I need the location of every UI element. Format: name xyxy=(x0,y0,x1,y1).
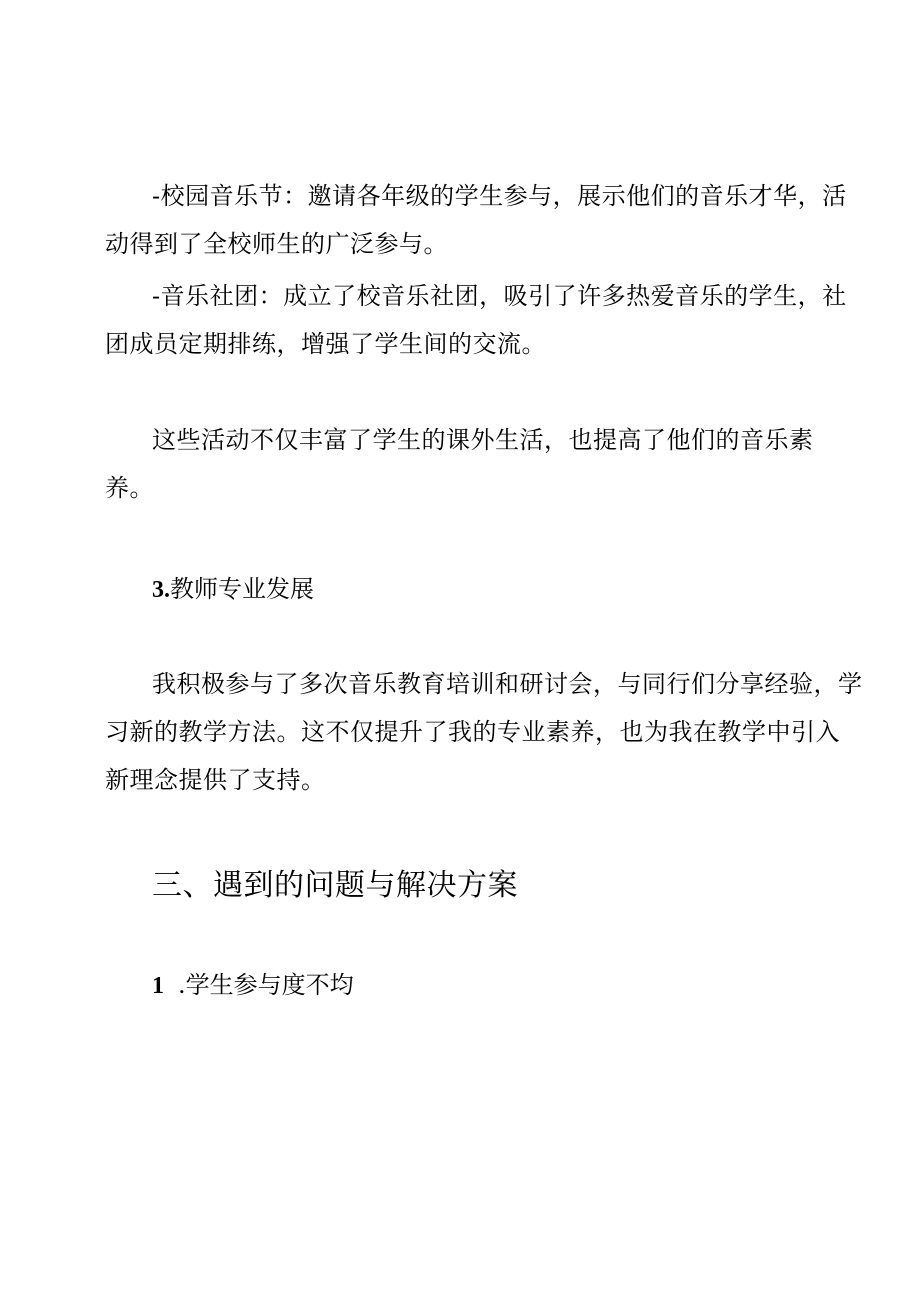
teacher-dev-title: 教师专业发展 xyxy=(170,575,314,603)
teacher-dev-line-2: 习新的教学方法。这不仅提升了我的专业素养，也为我在教学中引入 xyxy=(105,718,840,746)
festival-line-1: -校园音乐节：邀请各年级的学生参与，展示他们的音乐才华，活 xyxy=(152,182,847,210)
teacher-dev-line-3: 新理念提供了支持。 xyxy=(105,766,326,794)
problem-one-heading xyxy=(152,970,354,1001)
problem-one-title: .学生参与度不均 xyxy=(178,971,354,999)
section-three-heading: 三、遇到的问题与解决方案 xyxy=(152,868,518,903)
club-line-2: 团成员定期排练，增强了学生间的交流。 xyxy=(105,330,546,358)
teacher-dev-number: 3. xyxy=(152,577,170,603)
problem-one-number: 1 xyxy=(152,973,164,999)
summary-line-2: 养。 xyxy=(105,474,154,502)
festival-line-2: 动得到了全校师生的广泛参与。 xyxy=(105,230,448,258)
summary-line-1: 这些活动不仅丰富了学生的课外生活，也提高了他们的音乐素 xyxy=(152,426,814,454)
teacher-dev-heading xyxy=(152,574,314,605)
club-line-1: -音乐社团：成立了校音乐社团，吸引了许多热爱音乐的学生，社 xyxy=(152,282,847,310)
teacher-dev-line-1: 我积极参与了多次音乐教育培训和研讨会，与同行们分享经验，学 xyxy=(152,670,863,698)
